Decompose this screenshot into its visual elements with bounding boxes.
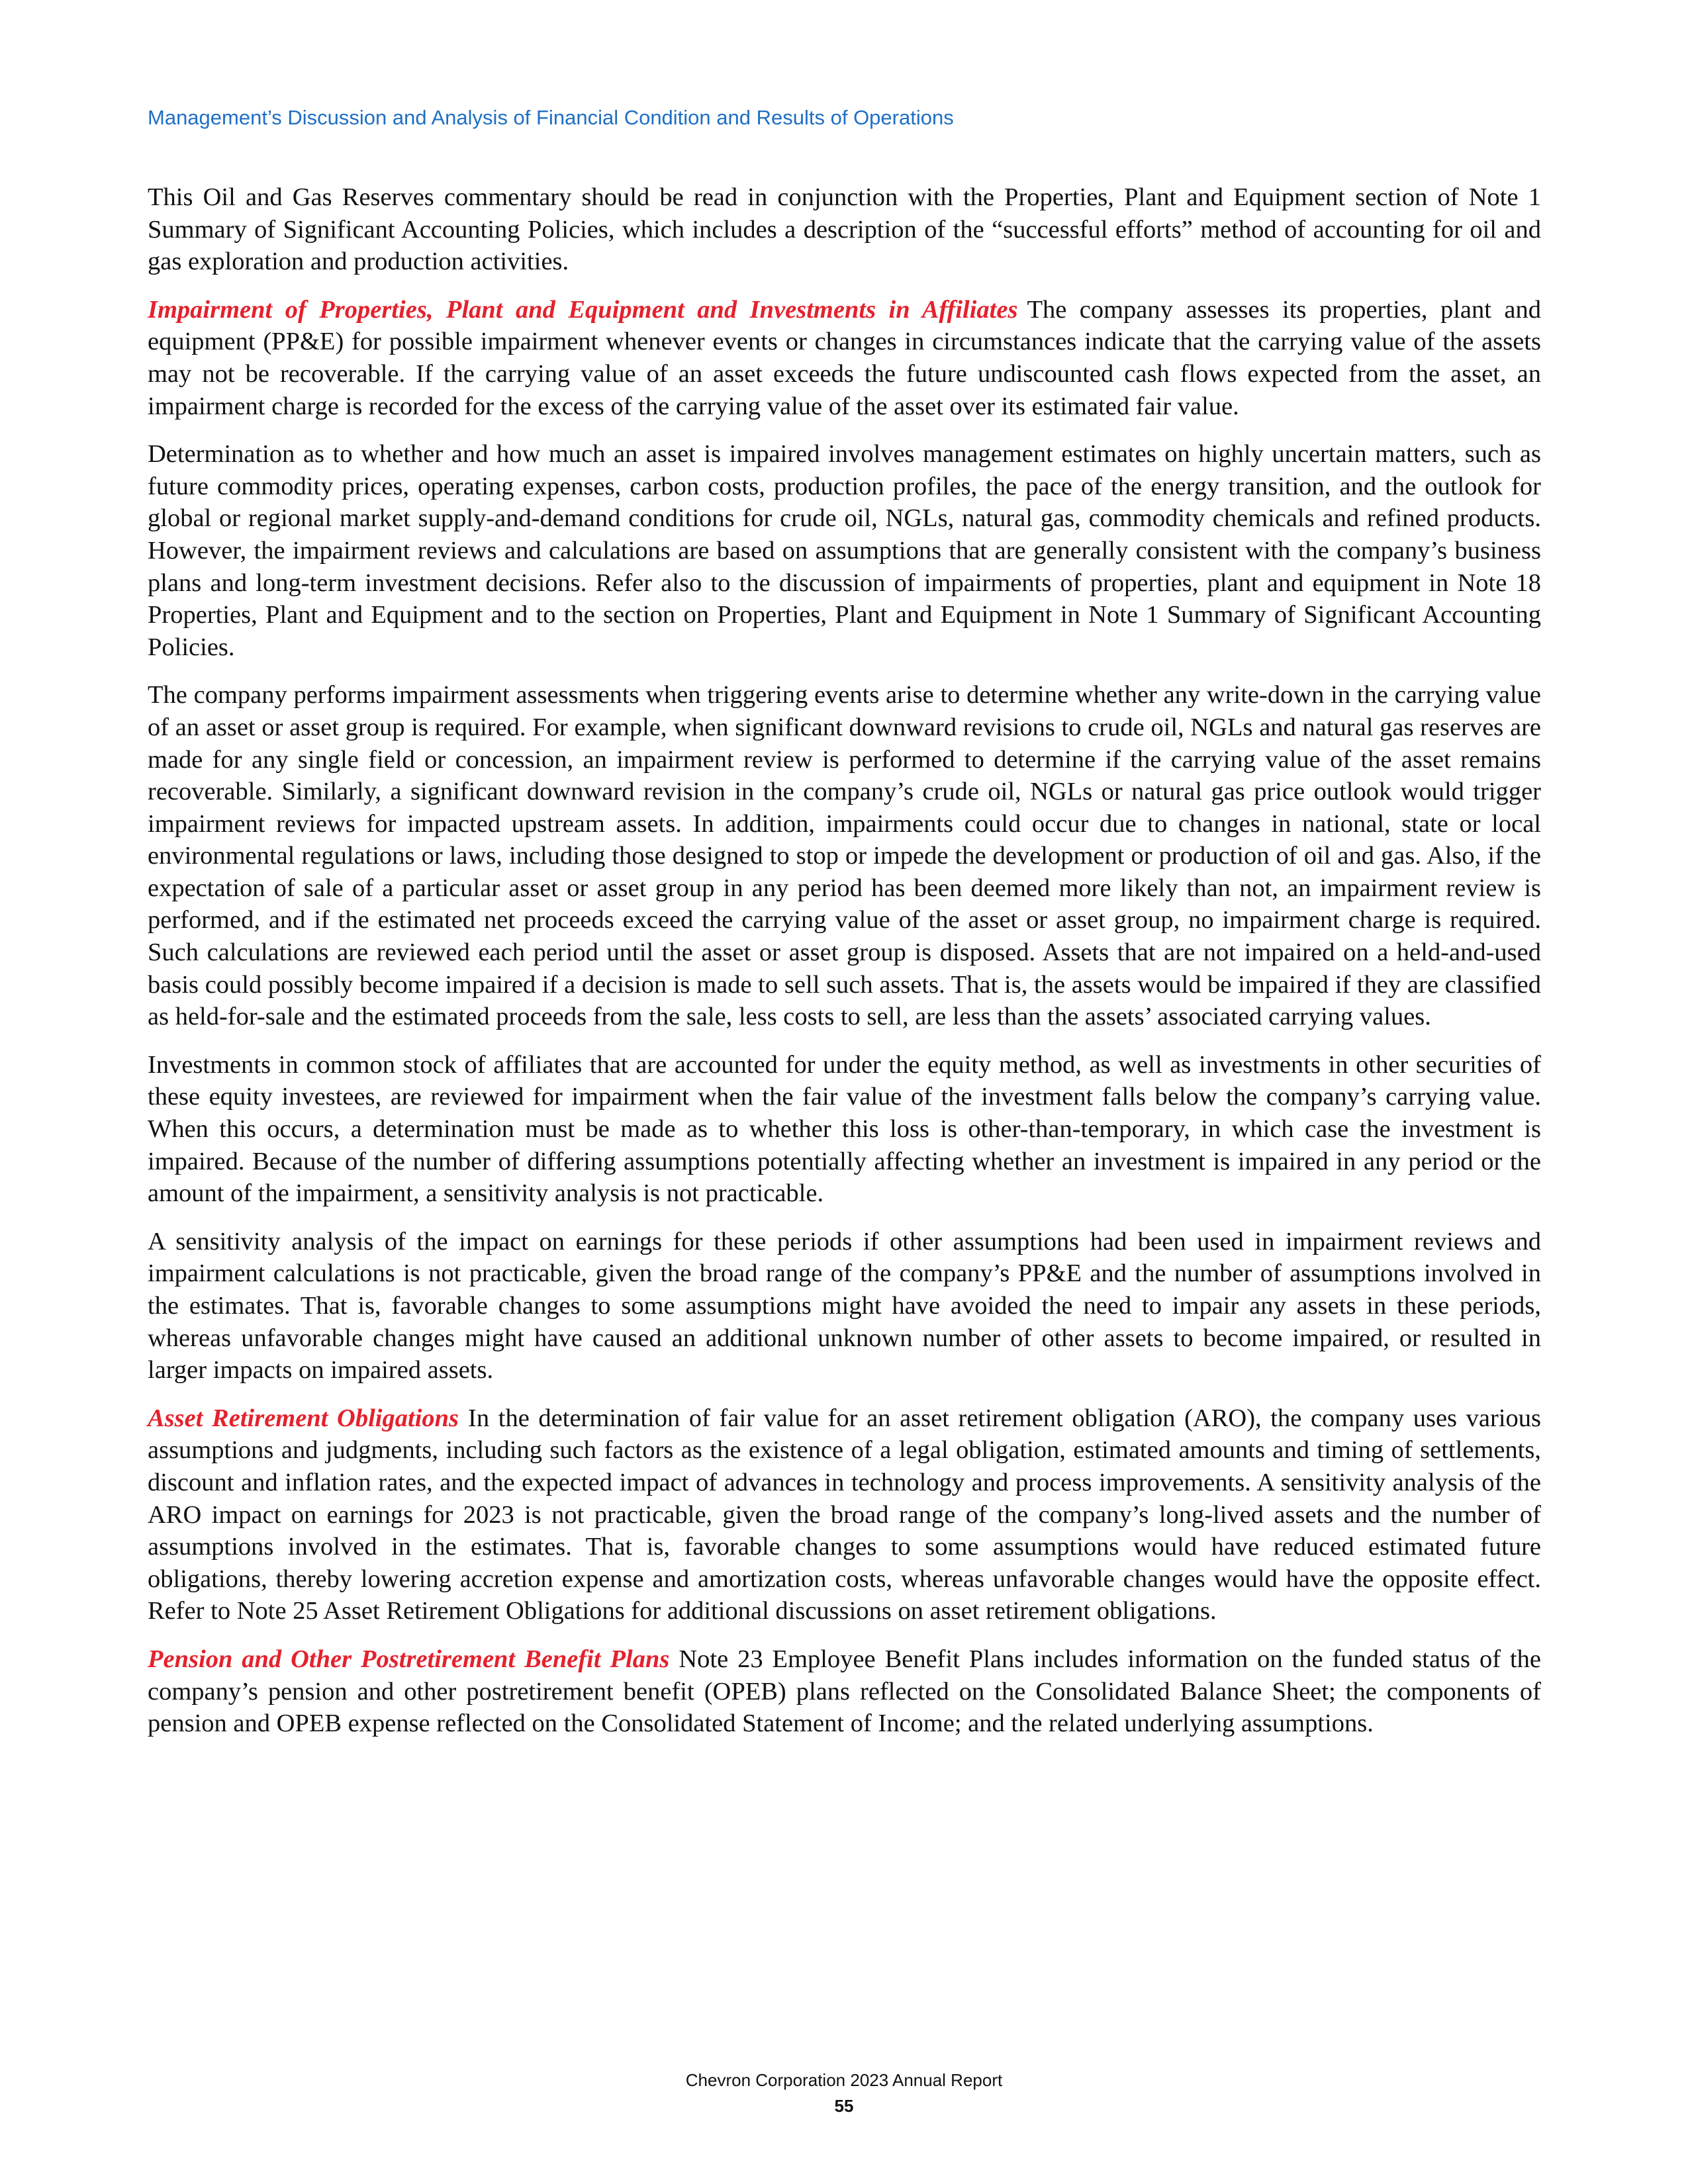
section-heading-impairment: Impairment of Properties, Plant and Equipment and Investments in Affiliates [148,295,1018,324]
pension-text: Note 23 Employee Benefit Plans includes information on the funded status of the company’s pension and other postretirement benefit (OPEB) plans reflected on the Consolidated Balance Sheet; the components of pension and OPEB expense reflected on the Consolidated Statement of Income; and the related underlying assumptions. [148,1645,1541,1738]
aro-text: In the determination of fair value for an asset retirement obligation (ARO), the company uses various assumptions and judgments, including such factors as the existence of a legal obligation, estimated amounts and timing of settlements, discount and inflation rates, and the expected impact of advances in technology and process improvements. A sensitivity analysis of the ARO impact on earnings for 2023 is not practicable, given the broad range of the company’s long-lived assets and the number of assumptions involved in the estimates. That is, favorable changes to some assumptions would have reduced estimated future obligations, thereby lowering accretion expense and amortization costs, whereas unfavorable changes would have the opposite effect. Refer to Note 25 Asset Retirement Obligations for additional discussions on asset retirement obligations. [148,1404,1541,1625]
paragraph-impairment [148,294,1541,422]
page-number: 55 [834,2096,854,2116]
paragraph-impairment-assessments: The company performs impairment assessments when triggering events arise to determine whether any write-down in the carrying value of an asset or asset group is required. For example, when significant downward revisions to crude oil, NGLs and natural gas reserves are made for any single field or concession, an impairment review is performed to determine if the carrying value of the asset remains recoverable. Similarly, a significant downward revision in the company’s crude oil, NGLs or natural gas price outlook would trigger impairment reviews for impacted upstream assets. In addition, impairments could occur due to changes in national, state or local environmental regulations or laws, including those designed to stop or impede the development or production of oil and gas. Also, if the expectation of sale of a particular asset or asset group in any period has been deemed more likely than not, an impairment review is performed, and if the estimated net proceeds exceed the carrying value of the asset or asset group, no impairment charge is required. Such calculations are reviewed each period until the asset or asset group is disposed. Assets that are not impaired on a held-and-used basis could possibly become impaired if a decision is made to sell such assets. That is, the assets would be impaired if they are classified as held-for-sale and the estimated proceeds from the sale, less costs to sell, are less than the assets’ associated carrying values. [148,681,1541,1031]
section-heading-pension: Pension and Other Postretirement Benefit Plans [148,1645,670,1673]
page-footer [0,2070,1688,2116]
paragraph-investments-affiliates: Investments in common stock of affiliates that are accounted for under the equity method, as well as investments in other securities of these equity investees, are reviewed for impairment when the fair value of the investment falls below the company’s carrying value. When this occurs, a determination must be made as to whether this loss is other-than-temporary, in which case the investment is impaired. Because of the number of differing assumptions potentially affecting whether an investment is impaired in any period or the amount of the impairment, a sensitivity analysis is not practicable. [148,1050,1541,1208]
document-body [148,181,1541,1756]
paragraph-sensitivity-analysis: A sensitivity analysis of the impact on earnings for these periods if other assumptions had been used in impairment reviews and impairment calculations is not practicable, given the broad range of the company’s PP&E and the number of assumptions involved in the estimates. That is, favorable changes to some assumptions might have avoided the need to impair any assets in these periods, whereas unfavorable changes might have caused an additional unknown number of other assets to become impaired, or resulted in larger impacts on impaired assets. [148,1227,1541,1385]
footer-report-title: Chevron Corporation 2023 Annual Report [685,2070,1003,2090]
impairment-text: The company assesses its properties, plant and equipment (PP&E) for possible impairment whenever events or changes in circumstances indicate that the carrying value of the assets may not be recoverable. If the carrying value of an asset exceeds the future undiscounted cash flows expected from the asset, an impairment charge is recorded for the excess of the carrying value of the asset over its estimated fair value. [148,295,1541,420]
page-header: Management’s Discussion and Analysis of Financial Condition and Results of Operations [148,106,954,129]
paragraph-reserves-intro: This Oil and Gas Reserves commentary should be read in conjunction with the Properties, Plant and Equipment section of Note 1 Summary of Significant Accounting Policies, which includes a description of the “successful efforts” method of accounting for oil and gas exploration and production activities. [148,183,1541,276]
paragraph-pension [148,1643,1541,1740]
section-heading-aro: Asset Retirement Obligations [148,1404,459,1432]
paragraph-aro [148,1402,1541,1627]
paragraph-impairment-determination: Determination as to whether and how much an asset is impaired involves management estimates on highly uncertain matters, such as future commodity prices, operating expenses, carbon costs, production profiles, the pace of the energy transition, and the outlook for global or regional market supply-and-demand conditions for crude oil, NGLs, natural gas, commodity chemicals and refined products. However, the impairment reviews and calculations are based on assumptions that are generally consistent with the company’s business plans and long-term investment decisions. Refer also to the discussion of impairments of properties, plant and equipment in Note 18 Properties, Plant and Equipment and to the section on Properties, Plant and Equipment in Note 1 Summary of Significant Accounting Policies. [148,440,1541,661]
